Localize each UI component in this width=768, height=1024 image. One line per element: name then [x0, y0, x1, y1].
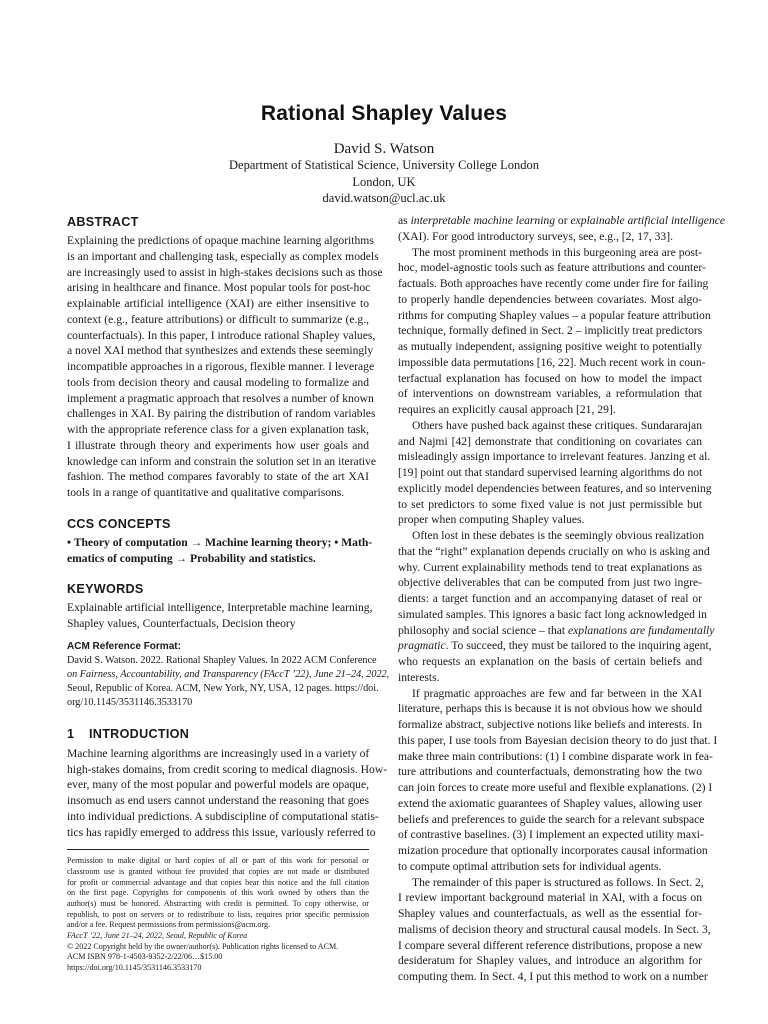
body-line: mization procedure that optionally incorporates causal information	[398, 844, 708, 857]
abstract-line: counterfactuals). In this paper, I introduce rational Shapley values,	[67, 328, 376, 342]
footnote-doi-link[interactable]: https://doi.org/10.1145/3531146.3533170	[67, 963, 202, 973]
abstract-line: context (e.g., feature attributions) or difficult to summarize (e.g.,	[67, 312, 369, 326]
abstract-line: tools in a range of quantitative and qualitative comparisons.	[67, 486, 345, 499]
abstract-heading: ABSTRACT	[67, 215, 139, 229]
abstract-line: tools from decision theory and causal modeling to formalize and	[67, 375, 369, 389]
abstract-line: Explaining the predictions of opaque machine learning algorithms	[67, 234, 374, 247]
abstract-line: a novel XAI method that synthesizes and extends these seemingly	[67, 344, 374, 358]
reference-line: on Fairness, Accountability, and Transparency (FAccT ’22), June 21–24, 2022,	[67, 668, 390, 680]
body-line: to compute optimal attribution sets for individual agents.	[398, 859, 662, 873]
keywords-body	[67, 600, 373, 632]
abstract-body	[67, 233, 383, 501]
body-line: philosophy and social science – that explanations are fundamentally	[398, 623, 715, 637]
body-line: formalize abstract, subjective notions like beliefs and interests. In	[398, 718, 702, 731]
reference-doi-link[interactable]: org/10.1145/3531146.3533170	[67, 696, 193, 708]
footnote-line: Permission to make digital or hard copies of all or part of this work for personal or	[67, 856, 369, 866]
introduction-heading	[67, 724, 369, 746]
body-line: this paper, I use tools from Bayesian decision theory to do just that. I	[398, 733, 718, 747]
abstract-line: is an important and challenging task, especially as complex models	[67, 249, 379, 263]
intro-line: into individual predictions. A subdiscipline of computational statis-	[67, 809, 379, 823]
body-line: and Najmi [42] demonstrate that conditioning on covariates can	[398, 434, 702, 448]
abstract-line: knowledge can inform and constrain the solution set in an iterative	[67, 454, 377, 468]
abstract-line: explainable artificial intelligence (XAI) are either insensitive to	[67, 297, 369, 310]
body-line: The most prominent methods in this burgeoning area are post-	[412, 245, 702, 259]
intro-line: high-stakes domains, from credit scoring to medical diagnosis. How-	[67, 762, 388, 776]
intro-line: ever, many of the most popular and powerful models are opaque,	[67, 778, 369, 792]
reference-format-heading: ACM Reference Format:	[67, 640, 181, 652]
ccs-body	[67, 535, 373, 567]
reference-line: David S. Watson. 2022. Rational Shapley Values. In 2022 ACM Conference	[67, 654, 377, 666]
footnote-venue: FAccT ’22, June 21–24, 2022, Seoul, Republic of Korea	[67, 931, 248, 941]
ccs-line: ematics of computing → Probability and statistics.	[67, 551, 316, 565]
abstract-line: I illustrate through theory and experiments how user goals and	[67, 438, 369, 452]
body-line: of contrastive baselines. (3) I implement an expected utility maxi-	[398, 828, 704, 842]
paragraph	[398, 418, 712, 528]
footnote-line: on the first page. Copyrights for components of this work owned by others than the	[67, 888, 369, 898]
section-number: 1	[67, 726, 75, 741]
body-line: extend the axiomatic guarantees of Shapley values, allowing user	[398, 796, 702, 810]
body-line: dients: a target function and an accompanying dataset of real or	[398, 592, 702, 605]
body-line: to properly handle dependencies between covariates. Most algo-	[398, 292, 702, 306]
body-line: misleadingly assign importance to irrelevant features. Janzing et al.	[398, 450, 711, 464]
intro-line: insomuch as end users cannot understand the reasoning that goes	[67, 794, 369, 807]
left-column	[67, 213, 390, 974]
keywords-line: Shapley values, Counterfactuals, Decision theory	[67, 617, 296, 630]
abstract-line: challenges in XAI. By pairing the distribution of random variables	[67, 407, 376, 421]
footnote-isbn: ACM ISBN 978-1-4503-9352-2/22/06…$15.00	[67, 952, 223, 962]
ccs-line: • Theory of computation → Machine learning theory; • Math-	[67, 535, 373, 549]
body-line: explicitly model dependencies between features, and so intervening	[398, 481, 712, 495]
copyright-footnote	[67, 856, 369, 974]
body-line: I review important background material in XAI, with a focus on	[398, 891, 702, 905]
introduction-body	[67, 746, 388, 841]
ccs-heading: CCS CONCEPTS	[67, 516, 171, 531]
author-name: David S. Watson	[333, 141, 435, 157]
author-affiliation: Department of Statistical Science, University College London	[229, 158, 539, 172]
body-line: as interpretable machine learning or explainable artificial intelligence	[398, 214, 726, 227]
paragraph	[398, 875, 711, 985]
body-line: make three main contributions: (1) I combine disparate work in fea-	[398, 749, 713, 763]
body-line: technique, formally defined in Sect. 2 – implicitly treat predictors	[398, 324, 703, 338]
body-line: computing them. In Sect. 4, I put this method to work on a number	[398, 970, 708, 983]
body-line: desideratum for Shapley values, and introduce an algorithm for	[398, 954, 702, 968]
body-line: [19] point out that standard supervised learning algorithms do not	[398, 466, 703, 479]
intro-line: Machine learning algorithms are increasingly used in a variety of	[67, 746, 370, 760]
paragraph	[398, 213, 726, 245]
body-line: rithms for computing Shapley values – a popular feature attribution	[398, 308, 711, 322]
abstract-line: with the appropriate reference class for a given explanation task,	[67, 423, 369, 436]
body-line: hoc, model-agnostic tools such as feature attributions and counter-	[398, 261, 706, 275]
right-column	[398, 213, 726, 985]
abstract-line: incompatible approaches in a rigorous, flexible manner. I leverage	[67, 360, 375, 373]
body-line: as mutually independent, assigning positive weight to potentially	[398, 340, 702, 353]
footnote-copyright: © 2022 Copyright held by the owner/author(s). Publication rights licensed to ACM.	[67, 941, 339, 951]
paragraph	[398, 686, 718, 875]
body-line: malisms of decision theory and structural causal models. In Sect. 3,	[398, 922, 711, 936]
author-email[interactable]: david.watson@ucl.ac.uk	[322, 191, 446, 205]
reference-line: Seoul, Republic of Korea. ACM, New York, NY, USA, 12 pages. https://doi.	[67, 682, 379, 694]
abstract-line: are increasingly used to assist in high-stakes decisions such as those	[67, 265, 383, 279]
body-line: interests.	[398, 670, 440, 684]
paper-title: Rational Shapley Values	[260, 102, 508, 125]
body-line: pragmatic. To succeed, they must be tailored to the inquiring agent,	[398, 639, 712, 653]
footnote-line: republish, to post on servers or to redistribute to lists, requires prior specific permission	[67, 909, 369, 919]
body-line: to set predictors to some fixed value is not just permissible but	[398, 497, 702, 511]
footnote-line: for profit or commercial advantage and that copies bear this notice and the full citation	[67, 877, 369, 887]
paragraph	[398, 528, 715, 686]
section-title: INTRODUCTION	[89, 726, 190, 741]
body-line: why. Current explainability methods tend to treat explanations as	[398, 560, 702, 574]
body-line: impossible data permutations [16, 22]. Much recent work in coun-	[398, 355, 706, 369]
body-line: proper when computing Shapley values.	[398, 513, 585, 527]
body-line: beliefs and preferences to guide the search for a relevant subspace	[398, 812, 705, 826]
author-location: London, UK	[352, 175, 416, 189]
intro-line: tics has rapidly emerged to address this issue, variously referred to	[67, 825, 376, 839]
reference-format-body	[67, 654, 390, 710]
keywords-line: Explainable artificial intelligence, Interpretable machine learning,	[67, 601, 373, 615]
body-line: Often lost in these debates is the seemingly obvious realization	[412, 529, 705, 542]
body-line: requires an explicitly causal approach [21, 29].	[398, 403, 616, 416]
keywords-heading: KEYWORDS	[67, 582, 144, 597]
body-line: objective deliverables that can be computed from just two ingre-	[398, 576, 702, 590]
body-line: simulated samples. This ignores a basic fact long acknowledged in	[398, 607, 707, 621]
abstract-line: fashion. The method compares favorably to state of the art XAI	[67, 470, 369, 484]
body-line: who requests an explanation on the basis of certain beliefs and	[398, 655, 702, 668]
footnote-line: classroom use is granted without fee provided that copies are not made or distributed	[67, 866, 369, 876]
footnote-line: and/or a fee. Request permissions from permissions@acm.org.	[67, 920, 271, 930]
footnote-line: author(s) must be honored. Abstracting with credit is permitted. To copy otherwise, or	[67, 899, 369, 908]
body-line: If pragmatic approaches are few and far between in the XAI	[412, 686, 702, 700]
body-line: I compare several different reference distributions, propose a new	[398, 938, 703, 952]
body-line: can join forces to create more useful and flexible explanations. (2) I	[398, 781, 713, 794]
body-line: Shapley values and counterfactuals, as well as the essential for-	[398, 907, 702, 920]
body-line: The remainder of this paper is structured as follows. In Sect. 2,	[412, 875, 704, 889]
body-line: that the “right” explanation depends crucially on who is asking and	[398, 544, 710, 558]
body-line: factuals. Both approaches have recently come under fire for failing	[398, 277, 709, 290]
footnote-divider	[67, 849, 369, 850]
body-line: Others have pushed back against these critiques. Sundararajan	[412, 418, 702, 432]
abstract-line: arising in healthcare and finance. Most popular tools for post-hoc	[67, 281, 371, 295]
paragraph	[398, 245, 711, 418]
body-line: (XAI). For good introductory surveys, see, e.g., [2, 17, 33].	[398, 229, 673, 243]
body-line: literature, perhaps this is because it is not obvious how we should	[398, 702, 702, 716]
abstract-line: implement a pragmatic approach that resolves a number of known	[67, 391, 374, 405]
body-line: ture attributions and counterfactuals, demonstrating how the two	[398, 765, 702, 779]
body-line: terfactual explanation has focused on how to model the impact	[398, 371, 702, 385]
body-line: of interventions on downstream variables, a reformulation that	[398, 387, 702, 401]
